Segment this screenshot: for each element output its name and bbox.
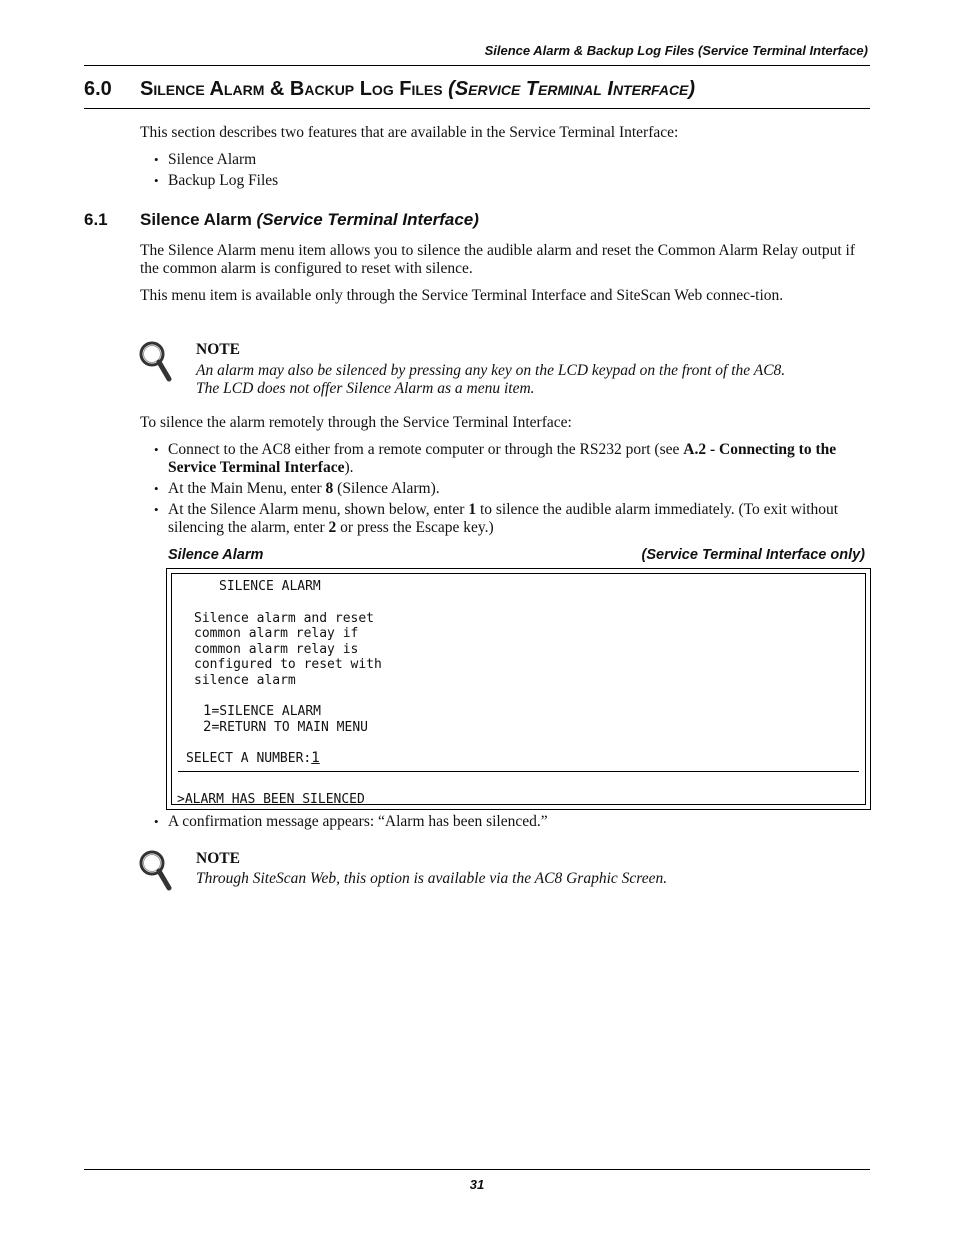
- figure-caption-note: (Service Terminal Interface only): [641, 547, 865, 563]
- subsection-heading: [84, 210, 479, 230]
- terminal-inner-frame: [171, 573, 866, 805]
- subsection-title: Silence Alarm: [140, 210, 257, 229]
- step-main-menu: At the Main Menu, enter 8 (Silence Alarm).: [168, 480, 440, 497]
- entered-value[interactable]: 1: [311, 750, 320, 766]
- running-header: Silence Alarm & Backup Log Files (Service Terminal Interface): [484, 43, 868, 58]
- note-title: NOTE: [196, 850, 240, 867]
- menu-option-silence[interactable]: 1=SILENCE ALARM: [203, 703, 322, 719]
- bullet-dot: •: [154, 814, 159, 829]
- list-item: [154, 480, 860, 498]
- list-item: [154, 151, 860, 169]
- feature-backup-log-files: Backup Log Files: [168, 172, 279, 189]
- terminal-description: common alarm relay if: [194, 626, 359, 641]
- figure-caption: Silence Alarm: [168, 547, 264, 563]
- footer-rule: [84, 1169, 870, 1170]
- list-item: [154, 501, 860, 537]
- section-heading: [84, 78, 695, 101]
- terminal-description: configured to reset with: [194, 657, 382, 672]
- terminal-status: >ALARM HAS BEEN SILENCED: [177, 792, 365, 807]
- note-title: NOTE: [196, 341, 240, 358]
- bullet-dot: •: [154, 442, 159, 457]
- paragraph: The Silence Alarm menu item allows you to silence the audible alarm and reset the Common Alarm Relay output if the common alarm is configured to reset with silence.: [140, 242, 855, 277]
- section-intro: This section describes two features that are available in the Service Terminal Interface:: [140, 124, 679, 141]
- terminal-description: Silence alarm and reset: [194, 611, 375, 626]
- step-connect: Connect to the AC8 either from a remote computer or through the RS232 port (see A.2 - Connecting to the Service Terminal Interface).: [168, 441, 837, 476]
- list-item: [154, 172, 860, 190]
- terminal-description: silence alarm: [194, 673, 296, 688]
- paragraph: This menu item is available only through the Service Terminal Interface and SiteScan Web connec-tion.: [140, 287, 784, 304]
- magnifier-icon: [138, 849, 174, 893]
- step-silence-menu: At the Silence Alarm menu, shown below, enter 1 to silence the audible alarm immediately. (To exit without silencing the alarm, enter 2 or press the Escape key.): [168, 501, 839, 536]
- subsection-number: 6.1: [84, 210, 108, 229]
- section-rule: [84, 108, 870, 109]
- terminal-separator: [178, 771, 859, 772]
- bullet-dot: •: [154, 502, 159, 517]
- list-item: [154, 441, 860, 477]
- subsection-title-italic: (Service Terminal Interface): [256, 210, 479, 229]
- terminal-prompt[interactable]: SELECT A NUMBER:1: [186, 750, 320, 766]
- list-item: [154, 813, 860, 831]
- terminal-description: common alarm relay is: [194, 642, 359, 657]
- section-title-italic: (Service Terminal Interface): [448, 78, 696, 100]
- magnifier-icon: [138, 340, 174, 384]
- note-body: An alarm may also be silenced by pressing any key on the LCD keypad on the front of the AC8. The LCD does not offer Silence Alarm as a menu item.: [196, 362, 786, 397]
- section-title: Silence Alarm & Backup Log Files: [140, 78, 449, 100]
- bullet-dot: •: [154, 173, 159, 188]
- terminal-heading: SILENCE ALARM: [219, 579, 321, 594]
- note-body: Through SiteScan Web, this option is available via the AC8 Graphic Screen.: [196, 870, 668, 887]
- menu-option-return[interactable]: 2=RETURN TO MAIN MENU: [203, 719, 368, 735]
- bullet-dot: •: [154, 152, 159, 167]
- feature-silence-alarm: Silence Alarm: [168, 151, 257, 168]
- confirmation-step: A confirmation message appears: “Alarm has been silenced.”: [168, 813, 548, 830]
- cross-reference-link: A.2 - Connecting to the Service Terminal Interface: [168, 441, 837, 476]
- bullet-dot: •: [154, 481, 159, 496]
- steps-intro: To silence the alarm remotely through the Service Terminal Interface:: [140, 414, 572, 431]
- header-rule: [84, 65, 870, 66]
- page-number: 31: [469, 1177, 485, 1192]
- terminal-screen: [166, 568, 871, 810]
- section-number: 6.0: [84, 78, 112, 100]
